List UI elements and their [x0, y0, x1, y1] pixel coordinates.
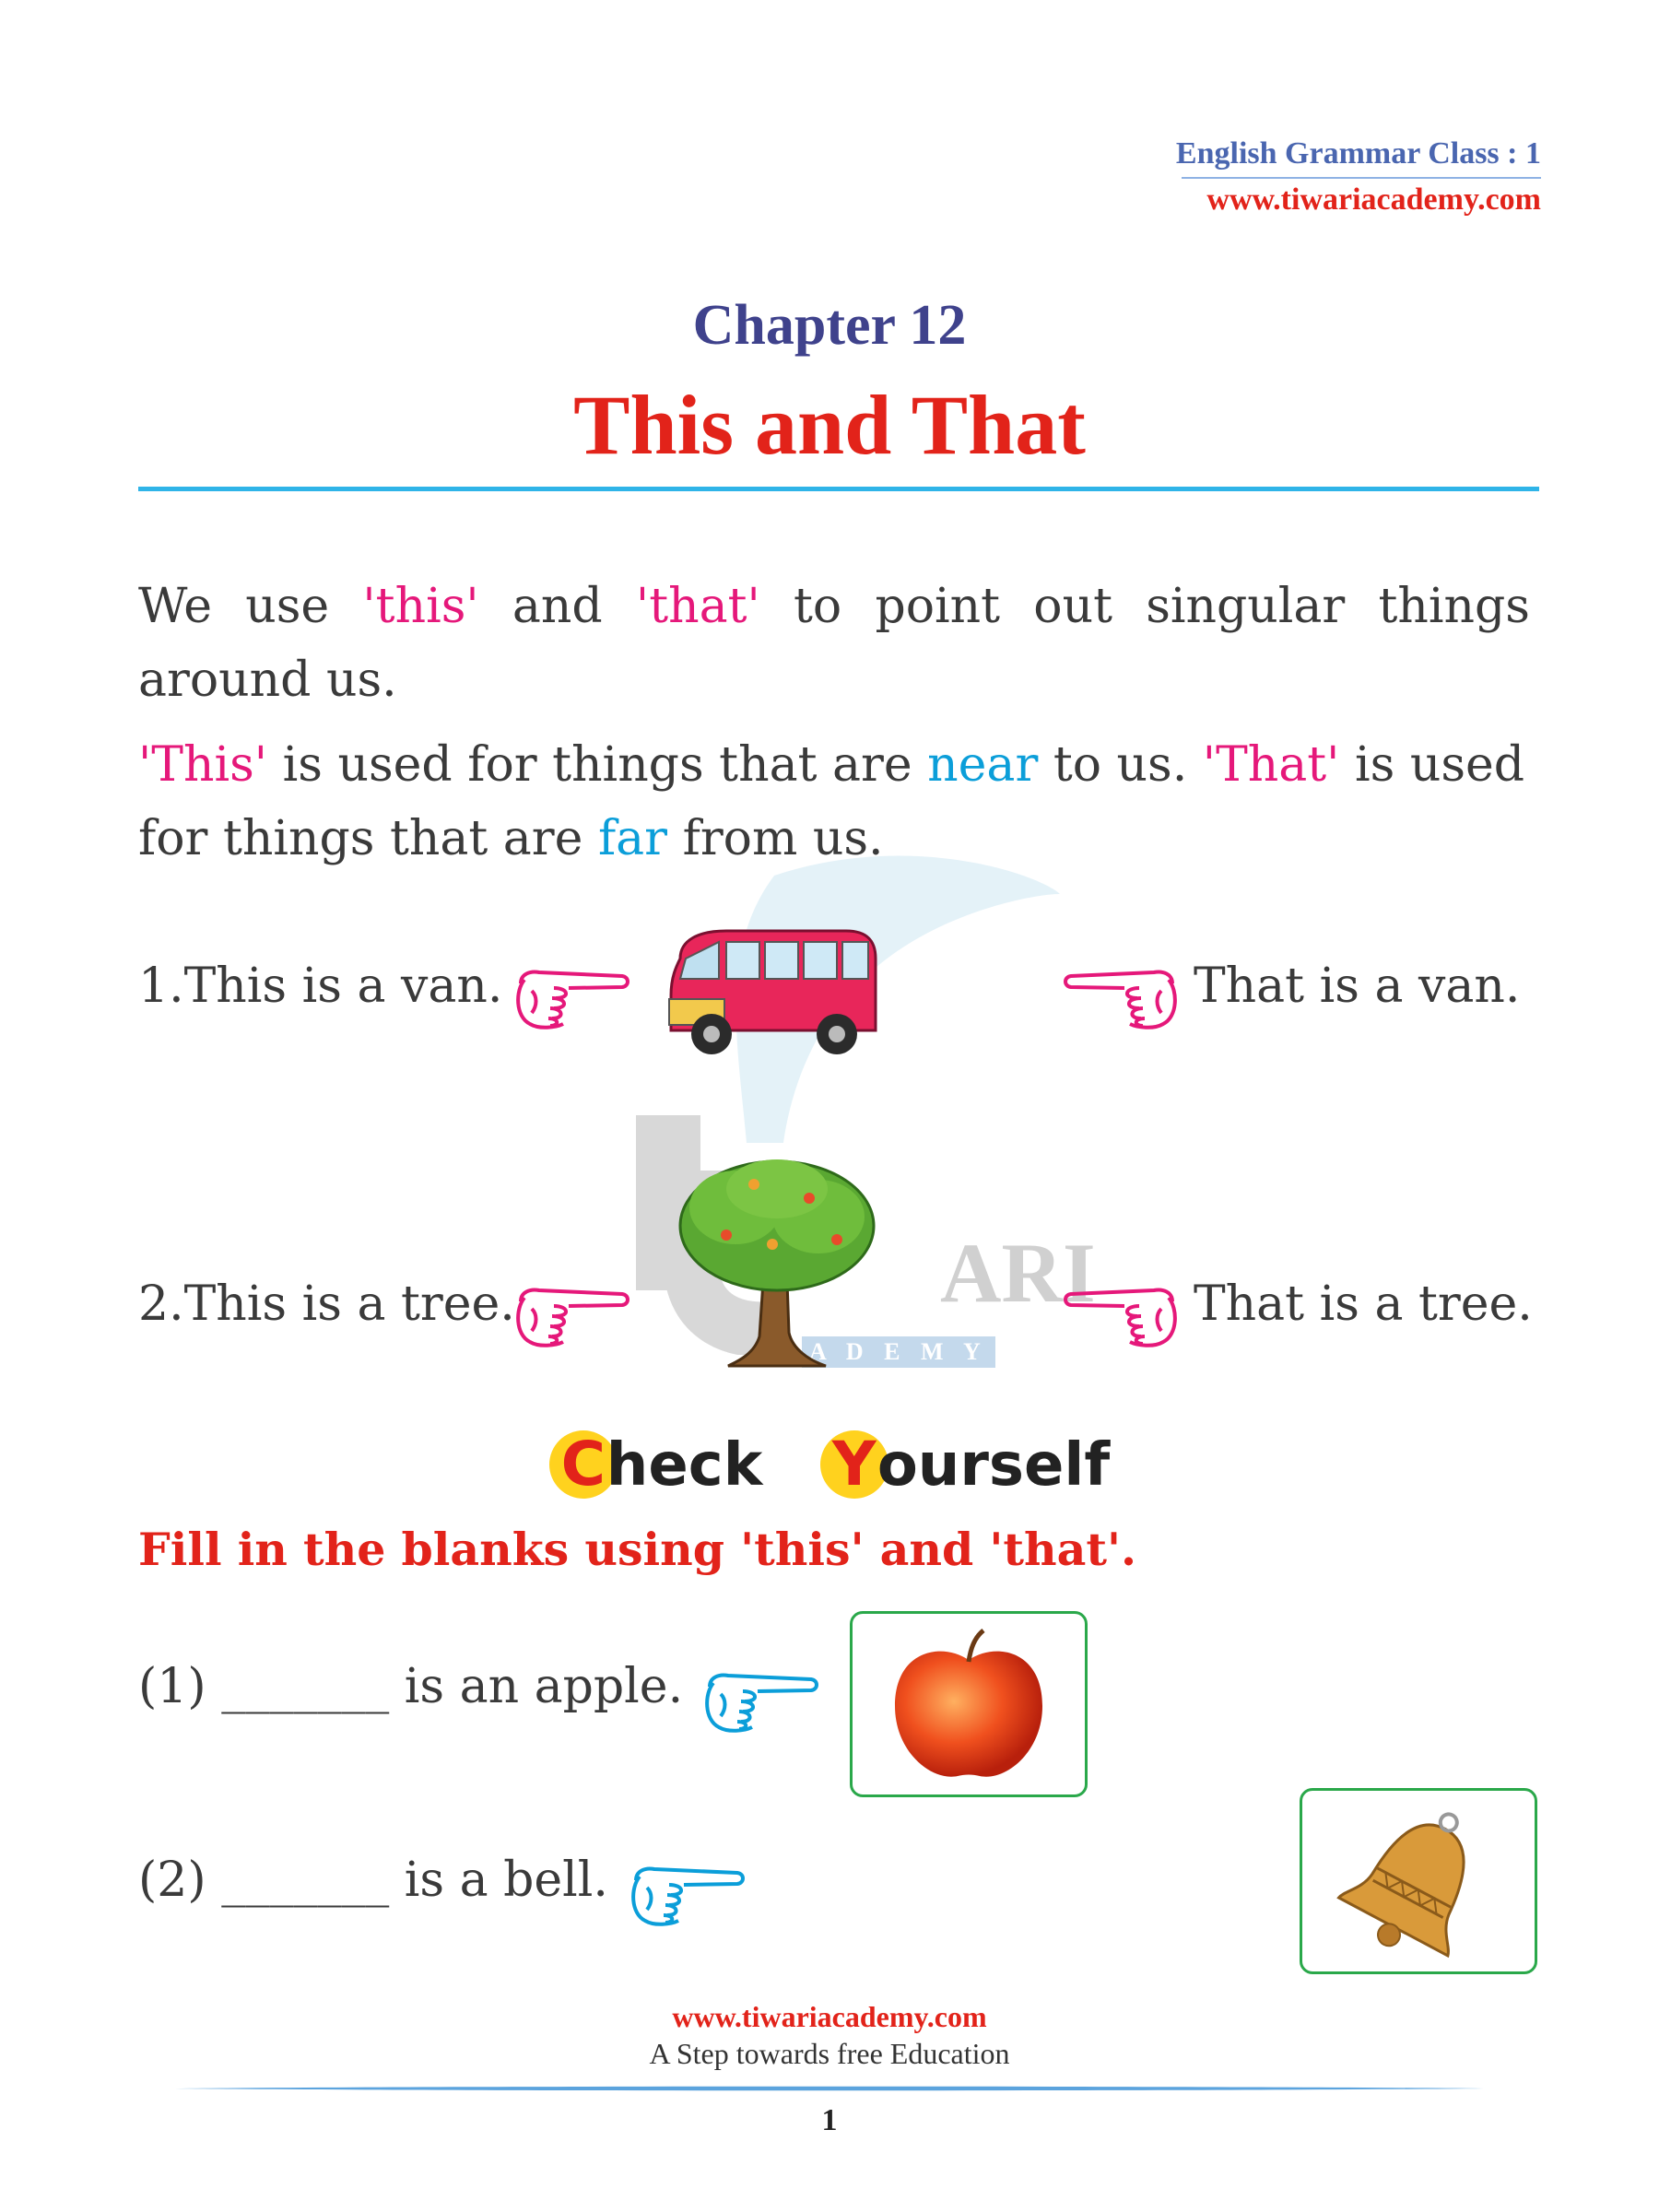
answer-blank[interactable]: _______	[221, 1659, 390, 1714]
pointing-hand-left-icon	[1062, 963, 1182, 1035]
chapter-label: Chapter 12	[692, 294, 967, 357]
intro-text: is used for things that are	[267, 737, 928, 793]
tree-image	[671, 1152, 883, 1373]
example-that-van: That is a van.	[1194, 959, 1521, 1014]
pointing-hand-right-icon	[512, 1281, 631, 1353]
footer-divider	[175, 2085, 1484, 2092]
keyword-this: 'this'	[362, 579, 479, 634]
van-image	[662, 922, 883, 1060]
intro-paragraph-1	[138, 570, 1530, 717]
keyword-near: near	[927, 737, 1039, 793]
answer-blank[interactable]: _______	[221, 1853, 390, 1908]
chapter-title: This and That	[573, 378, 1086, 472]
pointing-hand-right-icon	[627, 1860, 747, 1932]
keyword-that: 'That'	[1202, 737, 1340, 793]
header-divider	[1182, 177, 1541, 179]
question-2	[138, 1853, 608, 1908]
bell-image-box	[1300, 1788, 1537, 1974]
intro-paragraph-2	[138, 728, 1530, 876]
watermark-brand: ARI	[940, 1226, 1096, 1320]
pointing-hand-left-icon	[1062, 1281, 1182, 1353]
footer-website[interactable]: www.tiwariacademy.com	[672, 2000, 987, 2033]
bell-image	[1330, 1804, 1505, 1959]
check-initial-y: Y	[820, 1430, 888, 1499]
apple-image	[886, 1623, 1052, 1785]
header-subject: English Grammar Class : 1	[1175, 136, 1541, 171]
pointing-hand-right-icon	[512, 963, 631, 1035]
example-this-van: 1.This is a van.	[138, 959, 503, 1014]
keyword-this: 'This'	[138, 737, 268, 793]
exercise-instruction: Fill in the blanks using 'this' and 'that'.	[138, 1523, 1137, 1576]
yourself-word-rest: ourself	[877, 1431, 1111, 1500]
check-yourself-heading	[0, 1430, 1659, 1500]
example-this-tree: 2.This is a tree.	[138, 1277, 515, 1332]
check-initial-c: C	[549, 1430, 618, 1499]
intro-text: and	[478, 579, 636, 634]
question-number: (1)	[138, 1659, 206, 1714]
example-that-tree: That is a tree.	[1194, 1277, 1533, 1332]
question-text: is a bell.	[404, 1853, 608, 1908]
question-1	[138, 1659, 683, 1714]
keyword-far: far	[597, 811, 668, 866]
check-word-rest: heck	[606, 1431, 763, 1500]
footer-tagline: A Step towards free Education	[649, 2037, 1010, 2070]
intro-text: from us.	[667, 811, 884, 866]
intro-text: to point out singular things around us.	[138, 579, 1530, 708]
intro-text: is used for things that are	[138, 737, 1525, 866]
intro-text: to us.	[1038, 737, 1203, 793]
watermark-sub: A D E M Y	[802, 1336, 995, 1368]
keyword-that: 'that'	[635, 579, 760, 634]
question-number: (2)	[138, 1853, 206, 1908]
apple-image-box	[850, 1611, 1088, 1797]
header-website[interactable]: www.tiwariacademy.com	[1206, 182, 1541, 217]
question-text: is an apple.	[404, 1659, 684, 1714]
pointing-hand-right-icon	[700, 1666, 820, 1738]
page-number: 1	[821, 2103, 838, 2137]
intro-text: We use	[138, 579, 363, 634]
title-rule	[138, 487, 1539, 491]
